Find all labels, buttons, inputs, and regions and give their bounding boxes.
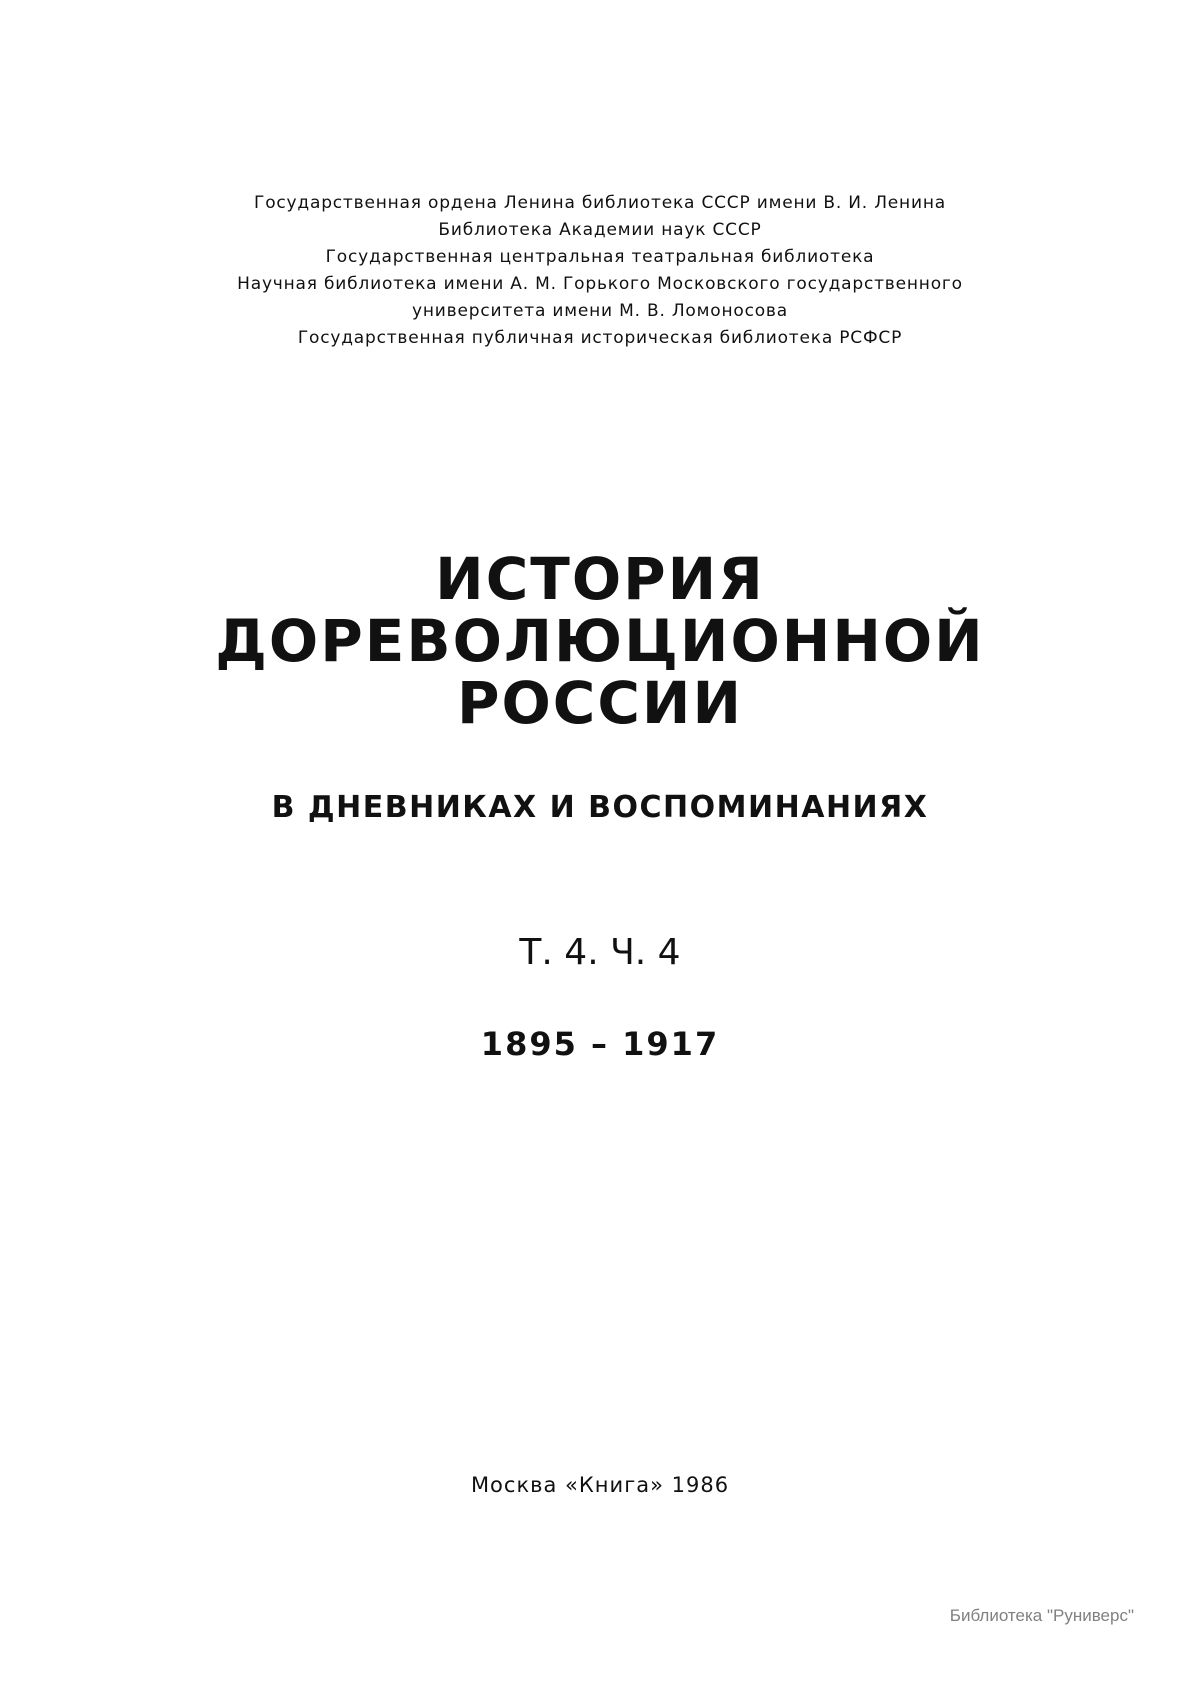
book-title xyxy=(0,545,1200,737)
institution-line: Государственная центральная театральная библиотека xyxy=(325,247,875,267)
title-line-2: ДОРЕВОЛЮЦИОННОЙ xyxy=(215,607,985,675)
institution-line: Государственная публичная историческая библиотека РСФСР xyxy=(297,328,903,348)
institution-line: Библиотека Академии наук СССР xyxy=(438,220,762,240)
institutions-list xyxy=(0,190,1200,352)
title-line-1: ИСТОРИЯ xyxy=(435,545,765,613)
book-subtitle: В ДНЕВНИКАХ И ВОСПОМИНАНИЯХ xyxy=(271,790,929,825)
title-line-3: РОССИИ xyxy=(456,669,744,737)
institution-line: университета имени М. В. Ломоносова xyxy=(412,301,788,321)
institution-line: Научная библиотека имени А. М. Горького Московского государственного xyxy=(237,274,963,294)
library-watermark: Библиотека "Руниверс" xyxy=(949,1606,1134,1625)
institution-line: Государственная ордена Ленина библиотека СССР имени В. И. Ленина xyxy=(254,193,946,213)
volume-number: Т. 4. Ч. 4 xyxy=(519,932,681,973)
publisher-imprint: Москва «Книга» 1986 xyxy=(470,1473,730,1497)
year-range: 1895 – 1917 xyxy=(480,1025,720,1063)
